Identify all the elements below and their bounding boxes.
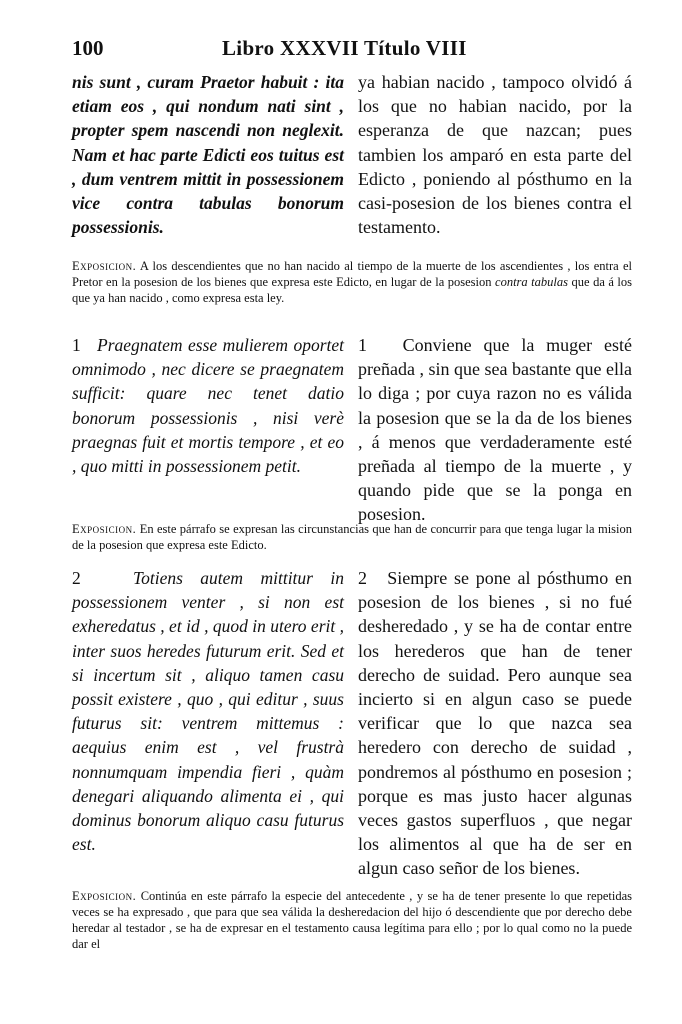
latin-paragraph: nis sunt , curam Praetor habuit : ita etiam eos , qui nondum nati sint , propter spem nascendi non neglexit. Nam et hac parte Edicti eos tuitus est , dum ventrem mittit in possessionem vice contra tabulas bonorum possessionis. bbox=[72, 72, 344, 238]
exposition-note bbox=[72, 258, 632, 306]
page-number: 100 bbox=[72, 36, 104, 60]
exposition-label: Exposicion. bbox=[72, 889, 137, 903]
paragraph-number: 2 bbox=[358, 568, 367, 588]
exposition-note bbox=[72, 888, 632, 952]
exposition-text-end: que da á los que ya han nacido , como expresa esta ley. bbox=[72, 275, 633, 305]
spanish-column bbox=[358, 333, 632, 527]
spanish-paragraph bbox=[358, 333, 632, 527]
latin-column bbox=[72, 333, 344, 478]
latin-paragraph bbox=[72, 333, 344, 478]
exposition-text: En este párrafo se expresan las circunstancias que han de concurrir para que tenga lugar la mision de la posesion que expresa este Edicto. bbox=[72, 522, 632, 552]
exposition-note bbox=[72, 521, 632, 553]
exposition-text: A los descendientes que no han nacido al tiempo de la muerte de los ascendientes , los entra el Pretor en la posesion de los bienes que expresa este Edicto, en lugar de la posesion bbox=[72, 259, 632, 289]
spanish-paragraph: ya habian nacido , tampoco olvidó á los que no habian nacido, por la esperanza de que nazcan; pues tambien los amparó en esta parte del Edicto , poniendo al pósthumo en la casi-posesion de los bienes contra el testamento. bbox=[358, 72, 632, 238]
spanish-column bbox=[358, 566, 632, 881]
spanish-column bbox=[358, 70, 632, 239]
spanish-paragraph bbox=[358, 566, 632, 881]
spanish-text: Siempre se pone al pósthumo en posesion de los bienes , si no fué desheredado , y se ha de contar entre los herederos que han de tener derecho de suidad. Pero aunque sea incierto si en algun caso se puede verificar que lo que nazca sea heredero con derecho de suidad , pondremos al pósthumo en posesion ; porque es mas justo hacer algunas veces gastos superfluos , que negar los alimentos al que ha de ser en algun caso señor de los bienes. bbox=[358, 568, 632, 879]
exposition-label: Exposicion. bbox=[72, 259, 137, 273]
latin-column bbox=[72, 70, 344, 239]
parallel-text-block-intro bbox=[72, 70, 632, 246]
latin-text: Praegnatem esse mulierem oportet omnimodo , nec dicere se praegnatem sufficit: quare nec tenet datio bonorum possessionis , nisi verè praegnas fuit et mortis tempore , et eo , quo mitti in possessionem petit. bbox=[72, 335, 344, 477]
latin-paragraph bbox=[72, 566, 344, 856]
parallel-text-block-2 bbox=[72, 566, 632, 882]
spanish-text: Conviene que la muger esté preñada , sin que sea bastante que ella lo diga ; por cuya razon no es válida la posesion que se la da de los bienes , á menos que verdaderamente esté preñada al tiempo de la muerte , y quando pide que se la ponga en posesion. bbox=[358, 335, 633, 525]
paragraph-number: 1 bbox=[72, 335, 81, 355]
parallel-text-block-1 bbox=[72, 333, 633, 525]
running-title: Libro XXXVII Título VIII bbox=[222, 36, 467, 60]
exposition-italic-term: contra tabulas bbox=[495, 275, 568, 289]
latin-text: Totiens autem mittitur in possessionem venter , si non est exheredatus , et id , quod in utero erit , inter suos heredes futurum erit. Sed et si incertum sit , aliquo tamen casu possit existere , quo , qui editur , suus futurus sit: ventrem mittemus : aequius enim est , vel frustrà nonnumquam impendia fieri , quàm denegari aliquando alimenta ei , qui dominus bonorum aliquo casu futurus est. bbox=[72, 568, 344, 855]
paragraph-number: 1 bbox=[358, 335, 367, 355]
paragraph-number: 2 bbox=[72, 568, 81, 588]
exposition-label: Exposicion. bbox=[72, 522, 137, 536]
exposition-text: Continúa en este párrafo la especie del antecedente , y se ha de tener presente lo que repetidas veces se ha expresado , que para que sea válida la desheredacion del hijo ó descendiente que por derecho debe heredar al testador , se ha de expresar en el testamento causa legítima para ello ; por lo qual como no la puede dar el bbox=[72, 889, 633, 951]
page-header bbox=[72, 36, 632, 66]
latin-column bbox=[72, 566, 344, 856]
